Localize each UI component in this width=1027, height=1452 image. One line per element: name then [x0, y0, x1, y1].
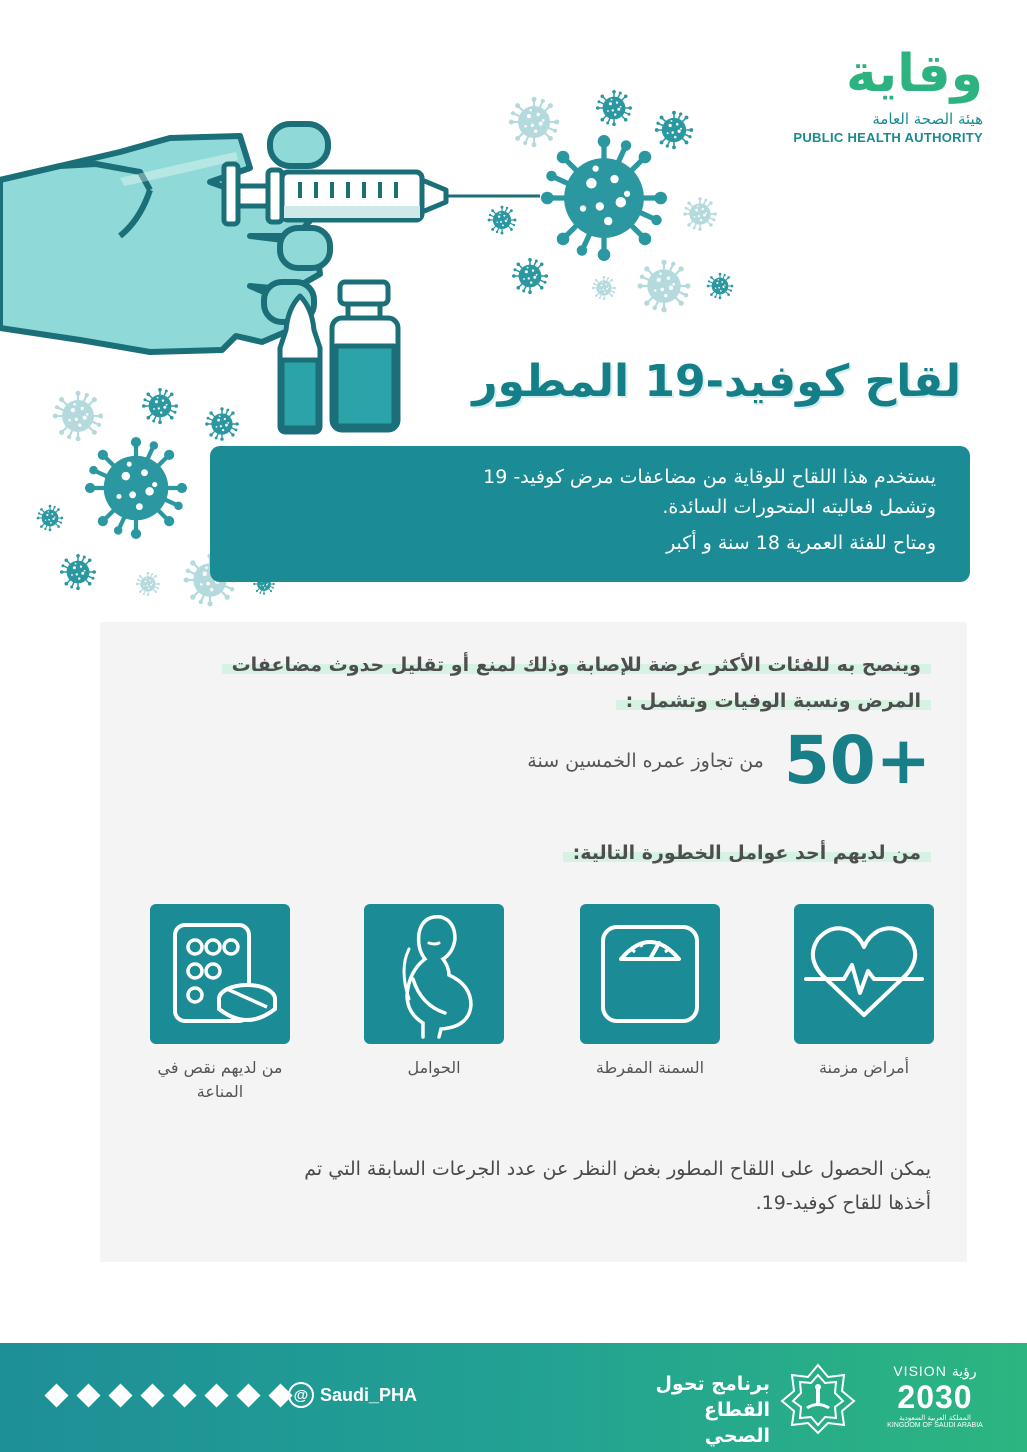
info-line: ومتاح للفئة العمرية 18 سنة و أكبر	[666, 532, 936, 554]
program-emblem-icon	[780, 1363, 856, 1435]
risk-label: السمنة المفرطة	[595, 1058, 705, 1077]
pills-icon	[150, 904, 290, 1044]
recommend-text: المرض ونسبة الوفيات وتشمل :	[616, 690, 931, 712]
risk-chronic-disease	[794, 904, 934, 1080]
age-stat-text: من تجاوز عمره الخمسين سنة	[527, 750, 764, 772]
scale-icon	[580, 904, 720, 1044]
pregnant-woman-icon	[364, 904, 504, 1044]
diamond-icon	[44, 1383, 68, 1407]
risk-immunodeficiency	[150, 904, 290, 1104]
dose-note-line: أخذها للقاح كوفيد-19.	[755, 1192, 931, 1214]
info-box	[210, 446, 970, 582]
risk-obesity	[580, 904, 720, 1080]
vision-2030-logo	[880, 1363, 990, 1430]
social-handle-text: Saudi_PHA	[320, 1384, 418, 1405]
age-stat	[527, 722, 931, 799]
recommendation-panel	[100, 622, 967, 1262]
decorative-diamonds	[44, 1383, 292, 1407]
vision-label: VISION رؤية	[893, 1363, 977, 1379]
age-stat-value: 50+	[783, 722, 931, 799]
diamond-icon	[236, 1383, 260, 1407]
heartbeat-icon	[794, 904, 934, 1044]
vision-year: 2030	[897, 1379, 973, 1415]
recommend-text: وينصح به للفئات الأكثر عرضة للإصابة وذلك لمنع أو تقليل حدوث مضاعفات	[222, 654, 931, 676]
logo-wordmark: وقاية	[846, 44, 983, 104]
info-line: وتشمل فعاليته المتحورات السائدة.	[662, 496, 936, 518]
logo-org-english: PUBLIC HEALTH AUTHORITY	[793, 130, 983, 145]
dose-note	[304, 1152, 931, 1220]
program-line: القطاع الصحي	[704, 1399, 770, 1447]
vision-country-en: KINGDOM OF SAUDI ARABIA	[887, 1422, 983, 1429]
vision-country-ar: المملكة العربية السعودية	[899, 1414, 971, 1422]
risk-heading: من لديهم أحد عوامل الخطورة التالية:	[563, 842, 931, 864]
logo-org-arabic: هيئة الصحة العامة	[872, 110, 983, 128]
diamond-icon	[108, 1383, 132, 1407]
diamond-icon	[172, 1383, 196, 1407]
risk-label: الحوامل	[407, 1058, 461, 1077]
at-sign-icon: @	[288, 1382, 314, 1408]
social-handle[interactable]	[288, 1382, 417, 1408]
diamond-icon	[76, 1383, 100, 1407]
ampoule	[280, 296, 320, 432]
risk-label: أمراض مزمنة	[818, 1058, 910, 1077]
diamond-icon	[204, 1383, 228, 1407]
health-transformation-program	[640, 1371, 770, 1449]
dose-note-line: يمكن الحصول على اللقاح المطور بغض النظر عن عدد الجرعات السابقة التي تم	[304, 1158, 931, 1180]
diamond-icon	[140, 1383, 164, 1407]
info-line: يستخدم هذا اللقاح للوقاية من مضاعفات مرض كوفيد- 19	[483, 466, 936, 488]
risk-label: من لديهم نقص في المناعة	[157, 1058, 283, 1101]
page-title: لقاح كوفيد-19 المطور	[472, 356, 961, 407]
pha-logo	[763, 44, 983, 145]
risk-pregnancy	[364, 904, 504, 1080]
program-line: برنامج تحول	[655, 1373, 770, 1395]
footer-bar	[0, 1343, 1027, 1452]
vial	[332, 282, 398, 430]
